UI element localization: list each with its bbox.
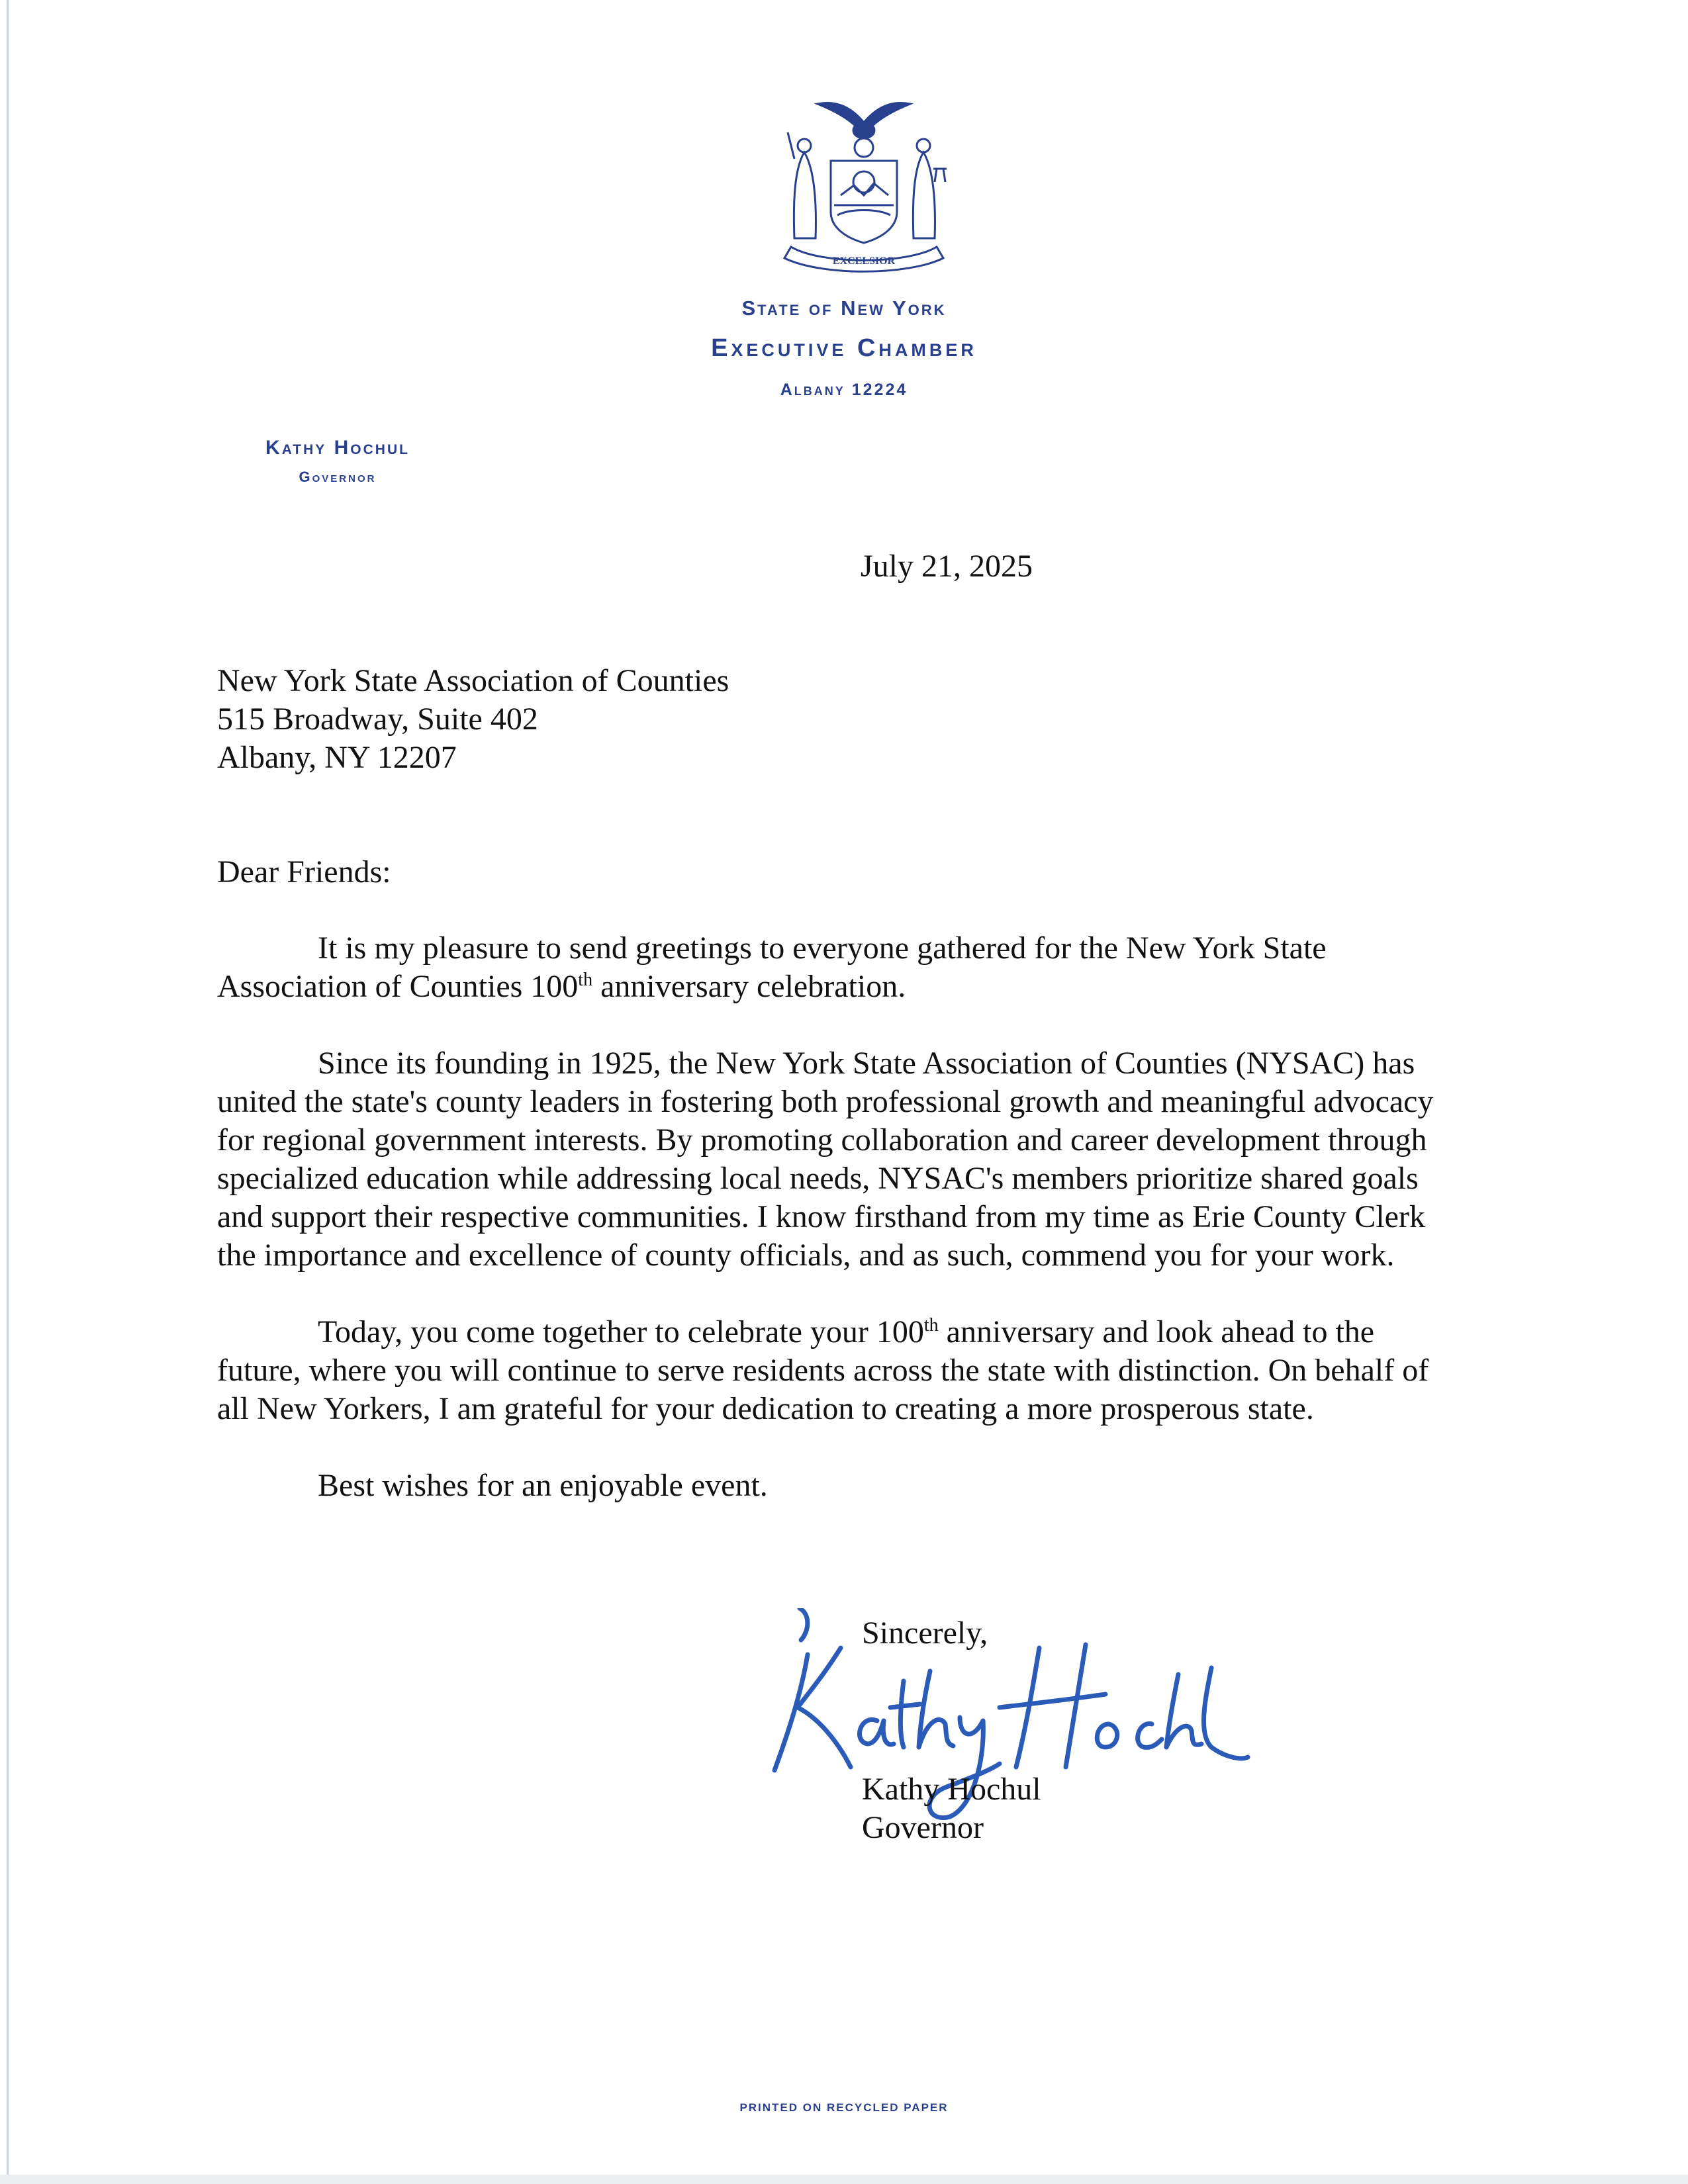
governor-name: Kathy Hochul xyxy=(265,437,410,459)
paragraph-text: anniversary and look ahead to the future, where you will continue to serve residents across the state with distinction. On behalf of all New Yorkers, I am grateful for your dedication to creating a more prosperous state. xyxy=(217,1314,1429,1426)
letterhead-address: Albany 12224 xyxy=(780,381,908,399)
scan-edge-left xyxy=(7,0,9,2184)
signer-block xyxy=(862,1770,1041,1847)
recipient-line: Albany, NY 12207 xyxy=(217,740,457,775)
body-paragraph: Since its founding in 1925, the New York State Association of Counties (NYSAC) has united the state's county leaders in fostering both professional growth and meaningful advocacy for regional government interests. By promoting collaboration and career development through specialized education while addressing local needs, NYSAC's members prioritize shared goals and support their respective communities. I know firsthand from my time as Erie County Clerk the importance and excellence of county officials, and as such, commend you for your work. xyxy=(217,1046,1434,1273)
recipient-line: New York State Association of Counties xyxy=(217,663,729,698)
recycled-paper-footer: PRINTED ON RECYCLED PAPER xyxy=(739,2101,949,2114)
salutation: Dear Friends: xyxy=(217,854,391,889)
body-paragraph xyxy=(217,1313,1488,1428)
signer-title: Governor xyxy=(862,1810,984,1845)
recipient-line: 515 Broadway, Suite 402 xyxy=(217,702,538,737)
paragraph-text: It is my pleasure to send greetings to everyone gathered for the New York State Association of Counties 100 xyxy=(217,931,1327,1004)
letter-body xyxy=(217,929,1488,1543)
closing: Sincerely, xyxy=(862,1615,988,1651)
ordinal-suffix: th xyxy=(923,1315,939,1336)
body-paragraph: Best wishes for an enjoyable event. xyxy=(318,1468,768,1503)
letter-date: July 21, 2025 xyxy=(861,549,1033,584)
body-paragraph xyxy=(217,929,1488,1006)
paragraph-text: anniversary celebration. xyxy=(592,969,906,1004)
recipient-address xyxy=(217,662,729,777)
governor-block xyxy=(225,437,450,486)
scan-edge-bottom xyxy=(0,2175,1688,2184)
ordinal-suffix: th xyxy=(578,970,593,990)
letterhead-state: State of New York xyxy=(741,296,947,320)
governor-title: Governor xyxy=(299,469,377,485)
svg-text:EXCELSIOR: EXCELSIOR xyxy=(832,255,896,267)
new-york-state-seal-icon xyxy=(768,96,960,278)
letterhead-chamber: Executive Chamber xyxy=(711,334,977,362)
signer-name: Kathy Hochul xyxy=(862,1772,1041,1807)
paragraph-text: Today, you come together to celebrate your 100 xyxy=(318,1314,924,1349)
